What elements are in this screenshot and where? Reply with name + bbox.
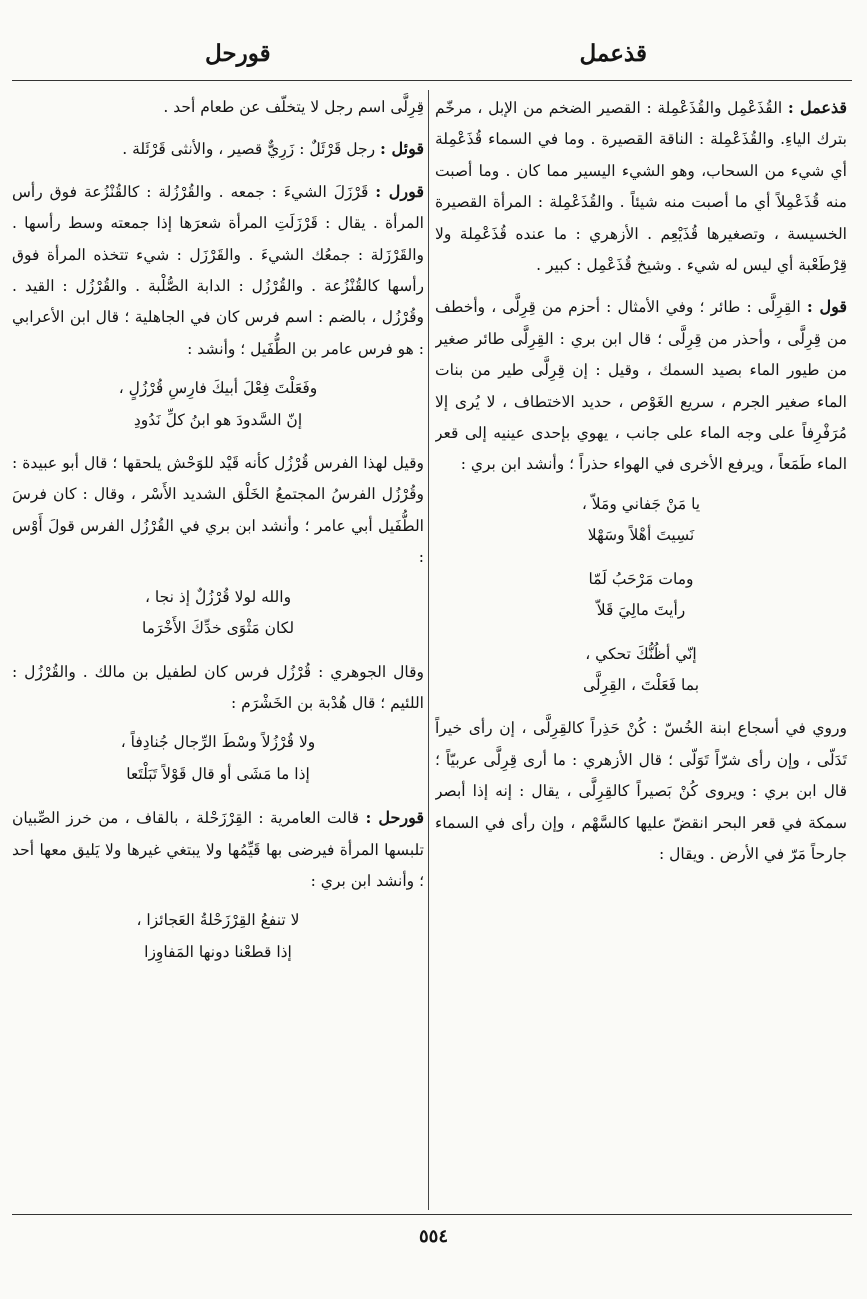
entry-text: قِرِلَّى اسم رجل لا يتخلّف عن طعام أحد . <box>163 98 424 116</box>
verse-line: إنّي أظُنُّكَ تحكي ، <box>585 644 697 663</box>
verse <box>435 639 847 702</box>
entry-text: القِرِلَّى : طائر ؛ وفي الأمثال : أحزم من قِرِلَّى ، وأخطف من قِرِلَّى ، وأحذر من قِرِلَّى ؛ قال ابن بري : القِرِلَّى طائر صغير من طيور الماء بصيد السمك ، وقيل : إن قِرِلَّى طير من بنات الماء صغير الجرم ، سريع الغَوْص ، حديد الاختطاف ، لا يُرى إلا مُرَفْرِفاً على وجه الماء على جانب ، يهوي بإحدى عينيه إلى قعر الماء طَمَعاً ، ويرفع الأخرى في الهواء حذراً ؛ وأنشد ابن بري : <box>435 298 847 474</box>
bottom-rule <box>12 1214 852 1215</box>
verse-line: إذا قطعْنا دونها المَفاوِزا <box>144 942 292 961</box>
entry-qawil <box>12 133 424 165</box>
verse-line: إذا ما مَشَى أو قال قَوْلاً تَبَلْتَعا <box>126 764 310 783</box>
left-column <box>12 92 424 1212</box>
entry-text: رجل قَرْئَلٌ : زَرِيٌّ قصير ، والأنثى قَرْئَلة . <box>122 140 381 159</box>
verse-line: لا تنفعُ القِرْزَحْلةُ العَجائزا ، <box>136 911 300 930</box>
entry-qawral <box>12 176 424 790</box>
entry-text: القُذَعْمِل والقُذَعْمِلة : القصير الضخم من الإبل ، مرخّم بترك الياءِ. والقُذَعْمِلة : الناقة القصيرة . وما في السماء قُذَعْمِلة أي شيء من السحاب، وهو الشيء اليسير مما كان . وما أصبت منه قُذَعْمِلاً أي ما أصبت منه شيئاً . والقُذَعْمِلة : المرأة القصيرة الخسيسة ، وتصغيرها قُذَيْعِم . الأزهري : ما عنده قُذَعْمِلة ولا قِرْطَعْبة أي ليس له شيء . وشيخ قُذَعْمِل : كبير . <box>435 99 847 275</box>
verse <box>12 373 424 436</box>
entry-continuation <box>12 92 424 123</box>
entry-text: قَرْزَلَ الشيءَ : جمعه . والقُرْزُلة : كالقُنْزُعة فوق رأس المرأة . يقال : قَرْزَلَتِ المرأة شعرَها إذا جمعته وسط رأسها . والقَرْزَلة : جمعُك الشيءَ . والقَرْزَل : شيء تتخذه المرأة فوق رأسها كالقُنْزُعة . والقُرْزُل : الدابة الصُّلْبة . والقُرْزُل : القيد . وقُرْزُل ، بالضم : اسم فرس كان في الجاهلية ؛ قال ابن الأعرابي : هو فرس عامر بن الطُّفَيل ؛ وأنشد : <box>12 182 424 358</box>
entry-qadhaamal <box>435 92 847 281</box>
verse-line: إنّ السَّدودَ هو ابنُ كلِّ نَدُودِ <box>133 410 303 429</box>
verse-line: بما فَعَلْتَ ، القِرِلَّى <box>582 675 700 694</box>
right-column <box>435 92 847 1212</box>
entry-text: وقال الجوهري : قُرْزُل فرس كان لطفيل بن مالك . والقُرْزُل : اللئيم ؛ قال هُدْبة بن الخَشْرَم : <box>12 662 424 712</box>
running-head-left: قورحل <box>205 40 271 67</box>
entry-text: وقيل لهذا الفرس قُرْزُل كأنه قَيْد للوَحْش يلحقها ؛ قال أبو عبيدة : وقُرْزُل الفرسُ المجتمعُ الخَلْق الشديد الأَسْر ، وقال : كان فرسَ الطُّفَيل أبي عامر ؛ وأنشد ابن بري في القُرْزُل الفرس قولَ أَوْس : <box>12 454 424 567</box>
verse-line: لكان مَثْوَى خدِّكَ الأَخْرَما <box>141 619 295 638</box>
top-rule <box>12 80 852 81</box>
entry-headword: قوئل : <box>380 139 424 159</box>
entry-headword: قورحل : <box>365 808 424 828</box>
verse-line: ومات مَرْحَبُ لَمّا <box>588 569 694 588</box>
verse <box>12 582 424 645</box>
verse-line: وفَعَلْتَ فِعْلَ أبيكَ فارِسِ قُرْزُلٍ ، <box>118 379 318 398</box>
entry-headword: قول : <box>806 297 847 317</box>
verse <box>12 905 424 968</box>
verse-line: ولا قُرْزُلاً وسْطَ الرِّجال جُنادِفاً ، <box>120 733 316 752</box>
verse-line: والله لولا قُرْزُلٌ إذ نجا ، <box>144 587 292 606</box>
entry-text: قالت العامرية : القِرْزَحْلة ، بالقاف ، من خرز الصِّبيان تلبسها المرأة فيرضى بها قَيِّمُها ولا يبتغي غيرها ولا يَليق معها أحد ؛ وأنشد ابن بري : <box>12 809 424 890</box>
verse <box>435 489 847 552</box>
page-number: ٥٥٤ <box>418 1226 448 1247</box>
verse-line: يا مَنْ جَفاني ومَلاّ ، <box>581 494 701 513</box>
column-divider <box>428 90 429 1210</box>
entry-qawl <box>435 291 847 870</box>
entry-headword: قذعمل : <box>787 98 847 117</box>
verse-line: نَسِيتَ أهْلاً وسَهْلا <box>587 526 695 545</box>
verse-line: رأيتَ مالِيَ قَلاّ <box>596 601 686 620</box>
entry-qawrahal <box>12 802 424 968</box>
running-head-right: قذعمل <box>579 40 647 67</box>
verse <box>435 564 847 627</box>
entry-headword: قورل : <box>375 181 424 201</box>
verse <box>12 727 424 790</box>
entry-text: وروي في أسجاع ابنة الخُسّ : كُنْ حَذِراً كالقِرِلَّى ، إن رأى خيراً تَدَلّى ، وإن رأى شرّاً تَوَلّى ؛ قال الأزهري : ما أرى قِرِلَّى عربيّاً ؛ قال ابن بري : ويروى كُنْ بَصيراً كالقِرِلَّى ، يقال : إنه إذا أبصر سمكة في قعر البحر انقضّ عليها كالسَّهْم ، وإن رأى في السماء جارحاً مَرّ في الأرض . ويقال : <box>435 719 847 863</box>
